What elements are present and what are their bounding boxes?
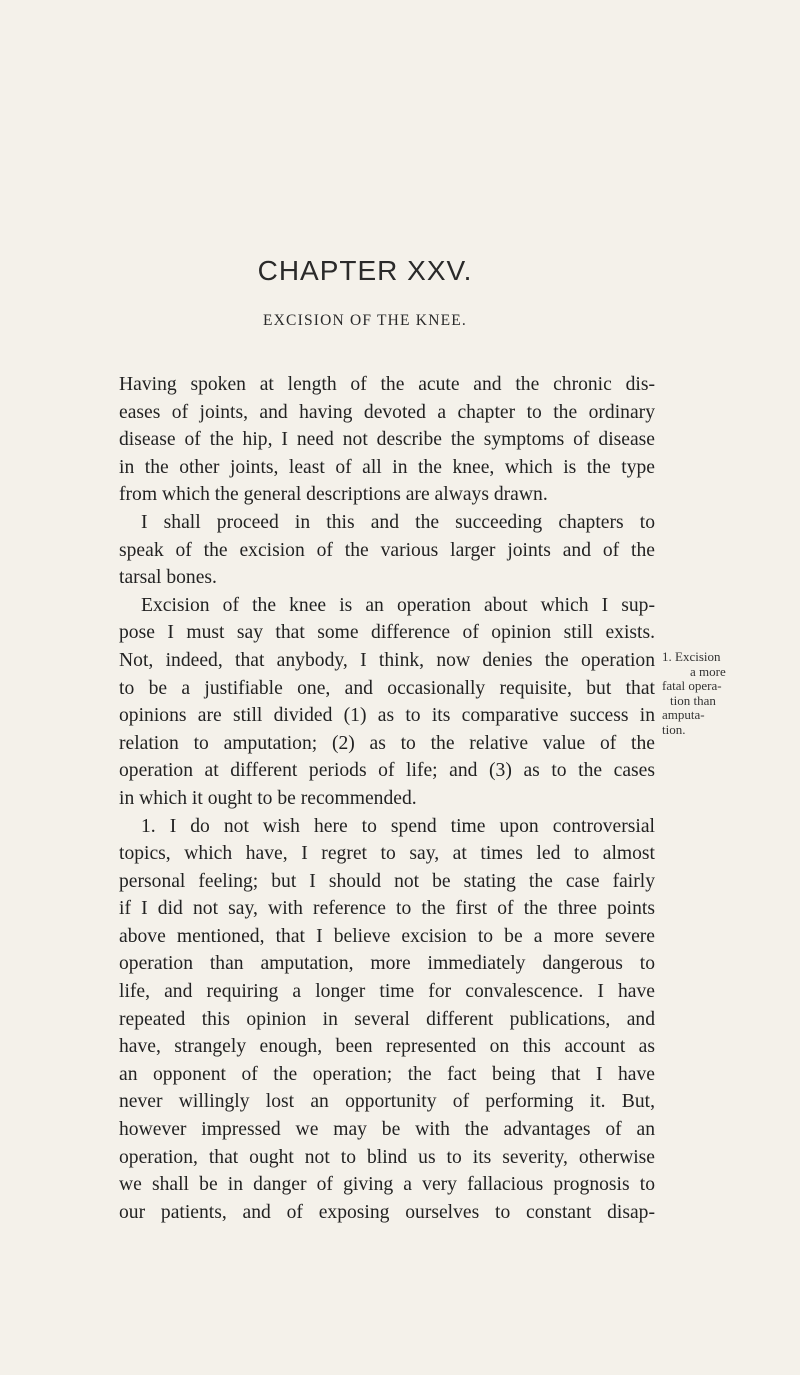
text-line: Having spoken at length of the acute and the chronic dis- — [119, 374, 655, 395]
text-line: pose I must say that some difference of opinion still exists. — [119, 622, 655, 644]
text-line: have, strangely enough, been represented on this account as — [119, 1036, 655, 1058]
text-line: operation, that ought not to blind us to its severity, otherwise — [119, 1146, 655, 1168]
text-line: life, and requiring a longer time for convalescence. I have — [119, 981, 655, 1003]
text-line: I shall proceed in this and the succeeding chapters to — [141, 511, 655, 533]
text-line: never willingly lost an opportunity of performing it. But, — [119, 1091, 655, 1113]
text-line: we shall be in danger of giving a very fallacious prognosis to — [119, 1174, 655, 1196]
text-line: speak of the excision of the various larger joints and of the — [119, 539, 655, 561]
margin-note-line: fatal opera- — [662, 678, 722, 693]
text-line: operation than amputation, more immediately dangerous to — [119, 953, 655, 975]
text-line: an opponent of the operation; the fact being that I have — [119, 1063, 655, 1085]
text-line: repeated this opinion in several different publications, and — [119, 1008, 655, 1030]
text-line: disease of the hip, I need not describe the symptoms of disease — [119, 429, 655, 451]
text-line: operation at different periods of life; and (3) as to the cases — [119, 760, 655, 782]
chapter-title: CHAPTER XXV. — [257, 255, 473, 286]
text-line: Not, indeed, that anybody, I think, now denies the operation — [119, 649, 655, 671]
margin-note-line: 1. Excision — [662, 649, 721, 664]
margin-note-line: tion than — [670, 692, 716, 708]
text-line: personal feeling; but I should not be stating the case fairly — [119, 870, 655, 892]
text-line: Excision of the knee is an operation about which I sup- — [141, 594, 655, 616]
text-line: from which the general descriptions are always drawn. — [119, 484, 548, 506]
text-line: however impressed we may be with the advantages of an — [119, 1119, 655, 1141]
margin-note-line: a more — [690, 663, 726, 679]
text-line: to be a justifiable one, and occasionally requisite, but that — [119, 677, 655, 699]
text-line: relation to amputation; (2) as to the relative value of the — [119, 732, 655, 754]
text-line: opinions are still divided (1) as to its comparative success in — [119, 705, 655, 727]
text-line: if I did not say, with reference to the first of the three points — [119, 898, 655, 920]
text-line: tarsal bones. — [119, 567, 217, 589]
text-line: above mentioned, that I believe excision to be a more severe — [119, 925, 655, 947]
chapter-subtitle: EXCISION OF THE KNEE. — [262, 312, 468, 329]
margin-note-line: tion. — [662, 721, 686, 737]
text-line: topics, which have, I regret to say, at times led to almost — [119, 843, 655, 865]
text-line: our patients, and of exposing ourselves to constant disap- — [119, 1201, 655, 1223]
text-line: 1. I do not wish here to spend time upon controversial — [141, 815, 655, 837]
margin-note — [662, 650, 782, 737]
text-line: in which it ought to be recommended. — [119, 787, 417, 809]
margin-note-line: amputa- — [662, 707, 705, 722]
body-text — [119, 371, 655, 1226]
text-line: in the other joints, least of all in the knee, which is the type — [119, 456, 655, 478]
text-line: eases of joints, and having devoted a chapter to the ordinary — [119, 401, 655, 423]
